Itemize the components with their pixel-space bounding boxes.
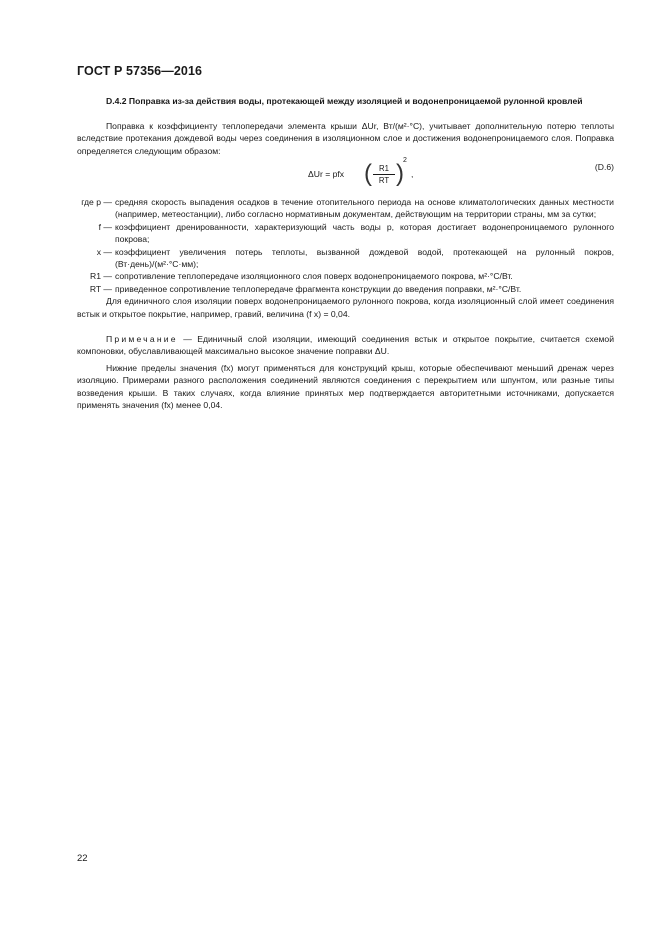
formula-denominator: RT <box>378 176 390 185</box>
definition-text: сопротивление теплопередаче изоляционного слоя поверх водонепроницаемого покрова, м²·°С/Вт. <box>115 271 513 282</box>
section-title: D.4.2 Поправка из-за действия воды, протекающей между изоляцией и водонепроницаемой рулонной кровлей <box>106 96 583 106</box>
definition-symbol: R1 — <box>90 271 112 282</box>
definition-text: приведенное сопротивление теплопередаче фрагмента конструкции до введения поправки, м²·°С/Вт. <box>115 283 522 294</box>
formula-numerator: R1 <box>373 163 395 175</box>
definition-symbol: где p — <box>81 197 112 207</box>
page-number: 22 <box>77 853 88 864</box>
formula-d6 <box>77 157 614 192</box>
formula-lhs: ΔUr = pfx <box>308 169 345 179</box>
intro-text: Поправка к коэффициенту теплопередачи элемента крыши ΔUr, Вт/(м²·°С), учитывает дополнительную потерю теплоты вследствие протекания дождевой воды через соединения в изоляционном слое и достижения водонепроницаемого слоя. Поправка определяется следующим образом: <box>77 121 614 156</box>
definition-p <box>77 196 614 221</box>
definition-symbol: f — <box>98 221 112 232</box>
left-paren: ( <box>364 160 372 187</box>
formula-fraction <box>373 163 395 186</box>
formula-comma: , <box>411 169 414 179</box>
definition-x <box>77 246 614 271</box>
right-paren: ) <box>396 160 404 187</box>
note-paragraph <box>77 333 614 358</box>
note-text: — Единичный слой изоляции, имеющий соединения встык и открытое покрытие, считается схемой компоновки, обуславливающей максимально высокое значение поправки ΔU. <box>77 334 614 357</box>
formula-exponent: 2 <box>403 157 407 164</box>
single-layer-paragraph: Для единичного слоя изоляции поверх водонепроницаемого рулонного покрова, когда изоляционный слой имеет соединения встык и открытое покрытие, например, гравий, величина (f x) = 0,04. <box>77 296 614 319</box>
definition-symbol: x — <box>96 246 112 257</box>
definition-r1 <box>77 270 614 282</box>
closing-paragraph: Нижние пределы значения (fx) могут применяться для конструкций крыш, которые обеспечивают меньший дренаж через изоляцию. Примерами разного расположения соединений являются соединения с перекрытием или шпунтом, или разные типы возведения крыши. В таких случаях, когда влияние принятых мер подтверждается авторитетными источниками, допускается применять значения (fx) менее 0,04. <box>77 363 614 411</box>
definitions-list <box>77 196 614 320</box>
definition-text: средняя скорость выпадения осадков в течение отопительного периода на основе климатологических данных местности (например, метеостанции), либо согласно нормативным документам, действующим на территории страны, мм за сутки; <box>115 197 614 220</box>
definition-symbol: RT — <box>89 283 112 294</box>
note-label: Примечание <box>106 334 178 344</box>
definition-rt <box>77 283 614 295</box>
intro-paragraph <box>77 120 614 157</box>
definition-f <box>77 221 614 246</box>
equation-number: (D.6) <box>594 162 614 172</box>
definition-text: коэффициент дренированности, характеризующий часть воды p, которая достигает водонепроницаемого рулонного покрова; <box>115 221 614 245</box>
definition-text: коэффициент увеличения потерь теплоты, вызванной дождевой водой, протекающей на рулонный покров, (Вт·день)/(м²·°С·мм); <box>115 246 614 270</box>
standard-header: ГОСТ Р 57356—2016 <box>77 64 203 78</box>
